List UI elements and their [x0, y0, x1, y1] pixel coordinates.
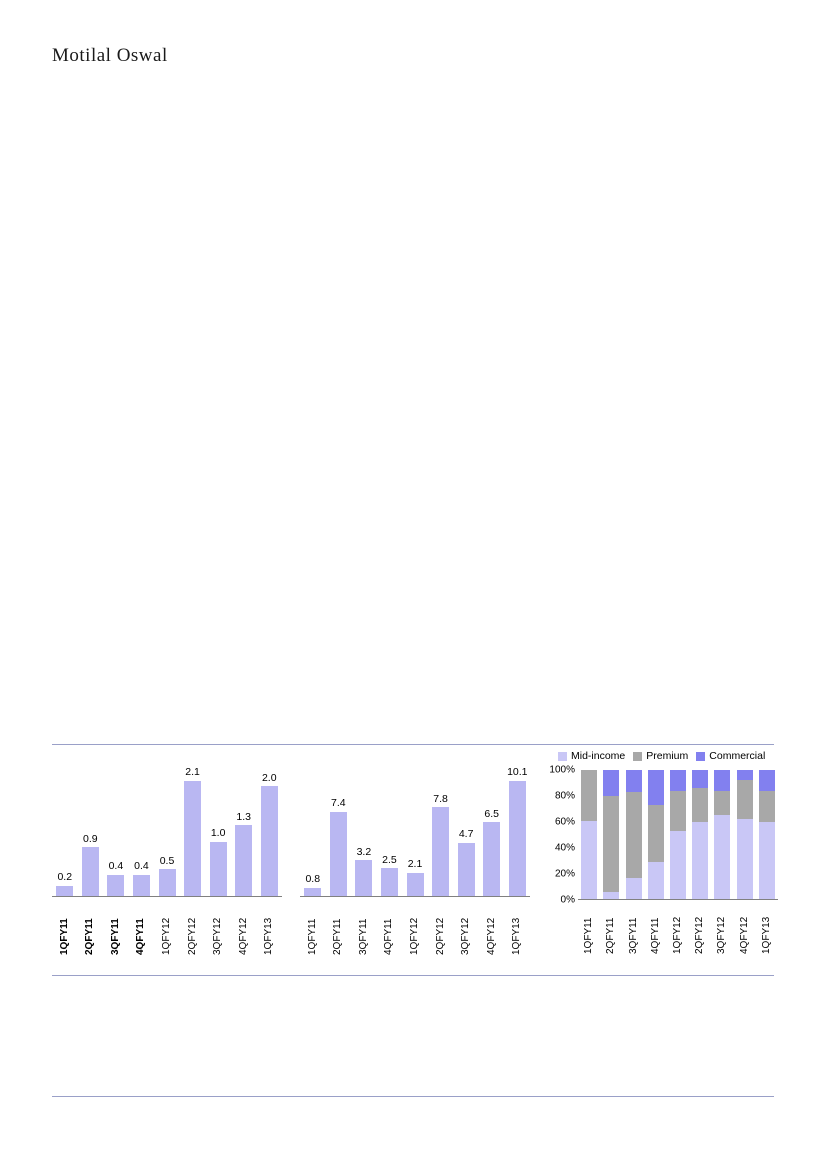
xaxis-label: 3QFY12 [460, 917, 472, 955]
stacked-bar-segment [737, 780, 753, 819]
legend-swatch-icon [558, 752, 567, 761]
stacked-bar-segment [692, 788, 708, 822]
xaxis-label: 3QFY11 [357, 918, 369, 955]
xaxis-label-slot [428, 899, 454, 955]
stacked-bar-slot [734, 770, 756, 900]
xaxis-label-slot [103, 899, 129, 955]
chart-middle-plot [300, 767, 530, 897]
xaxis-label-slot [453, 899, 479, 955]
xaxis-label: 2QFY12 [186, 917, 198, 955]
legend-item [558, 750, 625, 762]
bar-value-label: 0.9 [83, 832, 98, 845]
stacked-bar-segment [626, 770, 642, 792]
chart-middle-axis [300, 896, 530, 897]
bar-value-label: 0.5 [159, 854, 175, 867]
bar [407, 873, 424, 897]
xaxis-label-slot [689, 904, 711, 954]
xaxis-label-slot [351, 899, 377, 955]
stacked-bar [626, 770, 642, 900]
bar-slot [402, 767, 428, 897]
xaxis-label-slot [578, 904, 600, 954]
xaxis-label-slot [402, 899, 428, 955]
bar-slot [300, 767, 326, 897]
bar-slot [326, 767, 352, 897]
bar [381, 868, 398, 897]
xaxis-label-slot [52, 899, 78, 955]
xaxis-label-slot [129, 899, 155, 955]
stacked-bar [670, 770, 686, 900]
xaxis-label-slot [257, 899, 283, 955]
stacked-bar [581, 770, 597, 900]
yaxis-tick-label: 20% [554, 868, 575, 880]
xaxis-label: 4QFY12 [738, 916, 750, 954]
stacked-bar [714, 770, 730, 900]
divider-top [52, 744, 774, 745]
bar-value-label: 6.5 [484, 807, 500, 820]
xaxis-label-slot [600, 904, 622, 954]
xaxis-label-slot [326, 899, 352, 955]
stacked-bar [759, 770, 775, 900]
bar [509, 781, 526, 897]
xaxis-label: 1QFY11 [583, 917, 595, 954]
bar [107, 875, 124, 897]
chart-right-legend [558, 750, 765, 762]
bar-value-label: 2.1 [185, 766, 200, 779]
stacked-bar-segment [737, 819, 753, 900]
stacked-bar [648, 770, 664, 900]
bar-slot [154, 767, 180, 897]
brand-logo-text: Motilal Oswal [52, 45, 168, 66]
stacked-bar-segment [692, 770, 708, 788]
bar-slot [453, 767, 479, 897]
bar-value-label: 2.5 [382, 853, 397, 866]
stacked-bar-segment [692, 822, 708, 900]
yaxis-tick-label: 100% [549, 764, 575, 776]
chart-left-axis [52, 896, 282, 897]
bar-slot [205, 767, 231, 897]
bar-slot [351, 767, 377, 897]
xaxis-label: 1QFY13 [760, 916, 772, 954]
xaxis-label: 1QFY12 [161, 917, 173, 955]
legend-item [633, 750, 688, 762]
stacked-bar-segment [714, 815, 730, 900]
bar-slot [180, 767, 206, 897]
bar [235, 825, 252, 897]
chart-left [52, 755, 282, 955]
stacked-bar-segment [581, 770, 597, 821]
chart-middle-xaxis-labels [300, 899, 530, 955]
bar-slot [231, 767, 257, 897]
bar [159, 869, 176, 897]
stacked-bar-slot [600, 770, 622, 900]
chart-right-axis [578, 899, 778, 900]
bar-value-label: 2.1 [407, 858, 423, 871]
xaxis-label-slot [205, 899, 231, 955]
xaxis-label: 3QFY12 [716, 916, 728, 954]
bar-slot [428, 767, 454, 897]
xaxis-label: 4QFY12 [237, 917, 249, 955]
xaxis-label: 1QFY12 [409, 917, 421, 955]
stacked-bar-slot [756, 770, 778, 900]
bar-slot [505, 767, 531, 897]
bar-value-label: 10.1 [507, 766, 528, 779]
xaxis-label: 4QFY11 [135, 918, 147, 955]
stacked-bar-slot [689, 770, 711, 900]
stacked-bar-segment [648, 770, 664, 805]
stacked-bar-segment [714, 770, 730, 791]
bar [210, 842, 227, 897]
stacked-bar-segment [581, 821, 597, 900]
xaxis-label-slot [667, 904, 689, 954]
divider-middle [52, 975, 774, 976]
bar [355, 860, 372, 897]
stacked-bar-segment [626, 878, 642, 900]
legend-swatch-icon [696, 752, 705, 761]
stacked-bar-segment [737, 770, 753, 780]
xaxis-label-slot [78, 899, 104, 955]
chart-middle [300, 755, 530, 955]
stacked-bar-segment [648, 805, 664, 862]
bar-slot [129, 767, 155, 897]
legend-label: Mid-income [571, 750, 626, 762]
bar-value-label: 1.0 [210, 827, 226, 840]
legend-label: Commercial [709, 750, 766, 762]
bar-slot [377, 767, 403, 897]
stacked-bar-slot [622, 770, 644, 900]
stacked-bar-slot [711, 770, 733, 900]
stacked-bar-slot [578, 770, 600, 900]
legend-swatch-icon [633, 752, 642, 761]
xaxis-label-slot [505, 899, 531, 955]
xaxis-label: 1QFY13 [511, 917, 523, 955]
yaxis-tick-label: 0% [560, 894, 575, 906]
bar-value-label: 7.4 [331, 797, 346, 810]
bar-value-label: 7.8 [433, 792, 448, 805]
stacked-bar-segment [670, 770, 686, 791]
xaxis-label: 1QFY11 [306, 918, 318, 955]
bar-value-label: 4.7 [458, 828, 474, 841]
bar-value-label: 0.8 [305, 873, 321, 886]
legend-label: Premium [646, 750, 689, 762]
stacked-bar-segment [670, 831, 686, 900]
chart-left-plot [52, 767, 282, 897]
chart-middle-bars [300, 767, 530, 897]
bar-slot [479, 767, 505, 897]
bar-slot [257, 767, 283, 897]
bar-value-label: 0.2 [57, 871, 73, 884]
legend-item [696, 750, 765, 762]
bar [458, 843, 475, 897]
xaxis-label: 1QFY12 [671, 916, 683, 954]
yaxis-tick-label: 40% [554, 842, 575, 854]
xaxis-label-slot [756, 904, 778, 954]
xaxis-label: 1QFY13 [263, 917, 275, 955]
chart-left-bars [52, 767, 282, 897]
xaxis-label-slot [479, 899, 505, 955]
xaxis-label: 4QFY11 [649, 917, 661, 954]
xaxis-label-slot [180, 899, 206, 955]
bar-value-label: 0.4 [108, 860, 124, 873]
xaxis-label: 3QFY11 [627, 917, 639, 954]
bar-value-label: 2.0 [261, 771, 277, 784]
xaxis-label: 2QFY11 [332, 918, 344, 955]
xaxis-label: 2QFY11 [605, 917, 617, 954]
chart-right-plot [549, 764, 778, 906]
bar-slot [103, 767, 129, 897]
stacked-bar [692, 770, 708, 900]
xaxis-label: 1QFY11 [58, 918, 70, 955]
xaxis-label-slot [231, 899, 257, 955]
xaxis-label: 4QFY11 [383, 918, 395, 955]
bar [184, 781, 201, 897]
bar [330, 812, 347, 897]
stacked-bar-segment [648, 862, 664, 900]
stacked-bar-segment [714, 791, 730, 816]
xaxis-label: 3QFY11 [109, 918, 121, 955]
stacked-bar-segment [626, 792, 642, 878]
bar [483, 822, 500, 897]
bar-slot [78, 767, 104, 897]
xaxis-label-slot [734, 904, 756, 954]
stacked-bar [737, 770, 753, 900]
xaxis-label: 2QFY12 [434, 917, 446, 955]
stacked-bar-slot [645, 770, 667, 900]
bar [133, 875, 150, 897]
bar-slot [52, 767, 78, 897]
xaxis-label-slot [622, 904, 644, 954]
bar [82, 847, 99, 897]
stacked-bar-segment [759, 822, 775, 900]
stacked-bar-segment [670, 791, 686, 831]
chart-left-xaxis-labels [52, 899, 282, 955]
chart-right-stacked [548, 750, 778, 955]
bar-value-label: 1.3 [236, 810, 252, 823]
xaxis-label: 4QFY12 [485, 917, 497, 955]
yaxis-tick-label: 80% [554, 790, 575, 802]
bar [261, 786, 278, 897]
brand-logo [52, 45, 168, 67]
stacked-bar-segment [759, 791, 775, 822]
bar-value-label: 3.2 [356, 845, 372, 858]
chart-right-xaxis-labels [578, 904, 778, 954]
stacked-bar [603, 770, 619, 900]
xaxis-label: 2QFY12 [694, 916, 706, 954]
stacked-bar-slot [667, 770, 689, 900]
stacked-bar-segment [603, 796, 619, 892]
bar [432, 807, 449, 897]
xaxis-label: 2QFY11 [84, 918, 96, 955]
xaxis-label-slot [300, 899, 326, 955]
xaxis-label-slot [377, 899, 403, 955]
divider-bottom [52, 1096, 774, 1097]
xaxis-label-slot [711, 904, 733, 954]
xaxis-label: 3QFY12 [212, 917, 224, 955]
xaxis-label-slot [645, 904, 667, 954]
chart-right-bars [578, 770, 778, 900]
xaxis-label-slot [154, 899, 180, 955]
stacked-bar-segment [603, 770, 619, 796]
bar-value-label: 0.4 [134, 860, 149, 873]
stacked-bar-segment [759, 770, 775, 791]
yaxis-tick-label: 60% [554, 816, 575, 828]
